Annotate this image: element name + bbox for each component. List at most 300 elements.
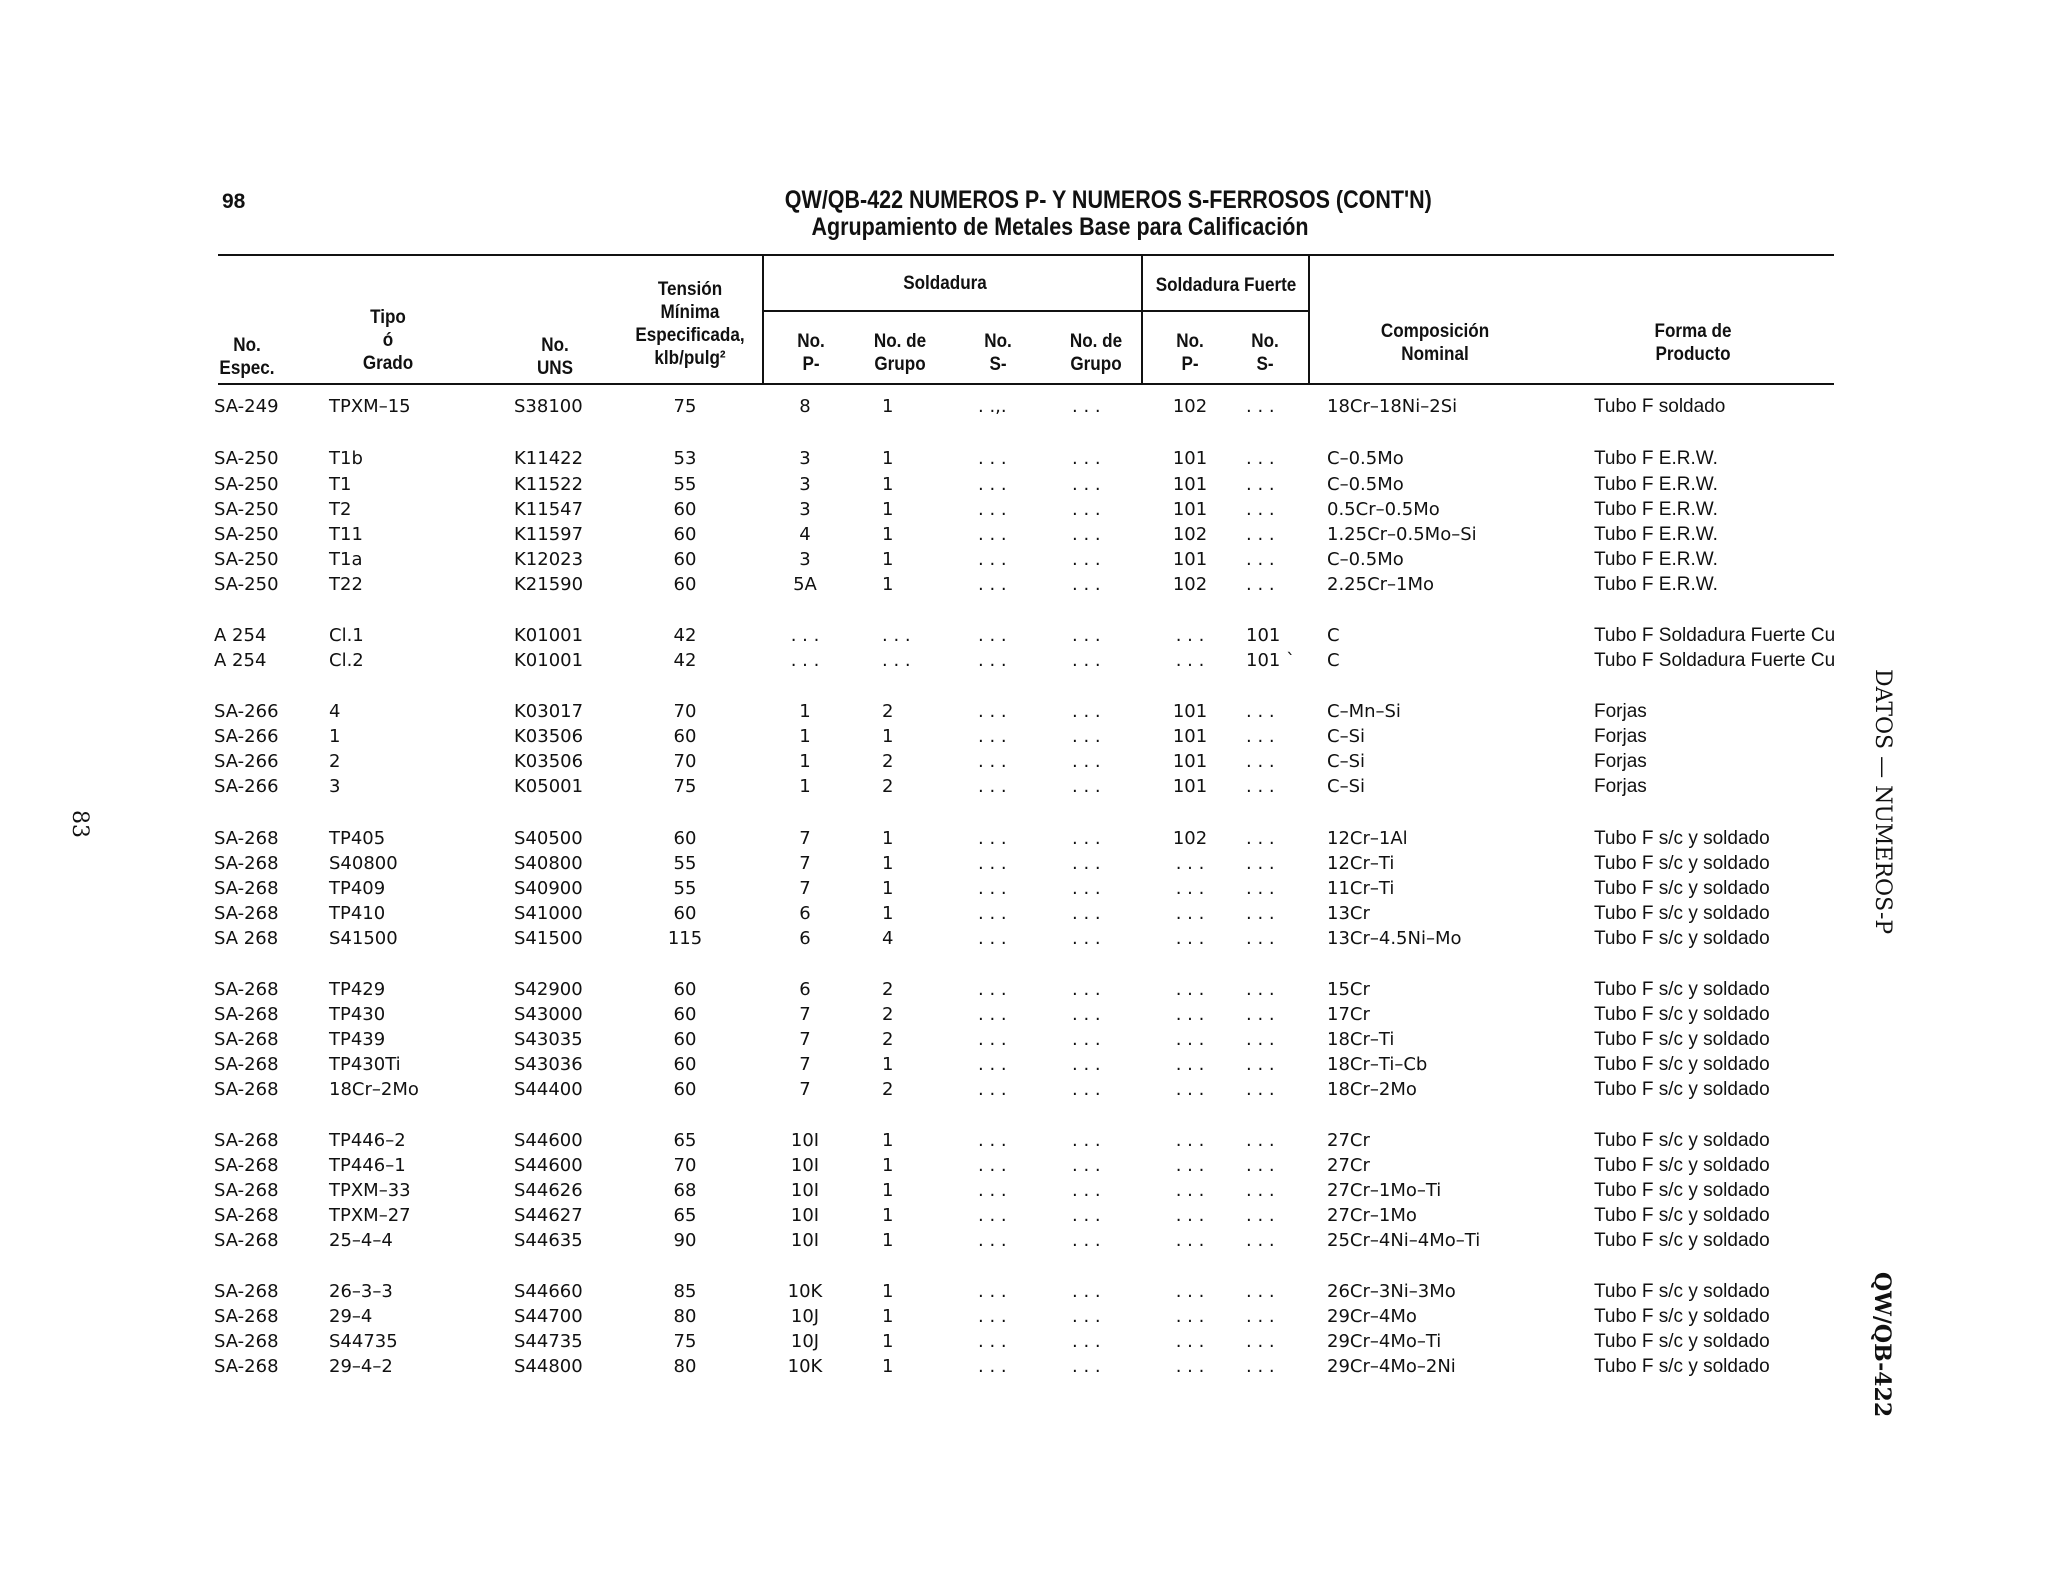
cell-spec: SA-268 — [214, 1230, 279, 1251]
cell-bs: . . . — [1246, 1205, 1275, 1226]
cell-p: 10K — [787, 1281, 823, 1302]
cell-grp: 1 — [882, 1180, 894, 1201]
cell-comp: C–Si — [1327, 751, 1365, 772]
cell-spec: SA-268 — [214, 853, 279, 874]
cell-bs: . . . — [1246, 928, 1275, 949]
cell-tensile: 60 — [673, 1029, 697, 1050]
cell-p: 7 — [799, 1054, 811, 1075]
cell-bp: 101 — [1172, 499, 1208, 520]
cell-tensile: 70 — [673, 1155, 697, 1176]
cell-bp: . . . — [1175, 1155, 1205, 1176]
table-row — [0, 1180, 1840, 1204]
cell-bp: . . . — [1175, 1130, 1205, 1151]
cell-s: . . . — [978, 574, 1007, 595]
cell-p: 6 — [799, 979, 811, 1000]
cell-uns: S42900 — [514, 979, 583, 1000]
cell-comp: 27Cr — [1327, 1155, 1370, 1176]
cell-grade: T2 — [329, 499, 352, 520]
table-row — [0, 1331, 1840, 1355]
cell-sgrp: . . . — [1072, 574, 1101, 595]
cell-spec: SA-266 — [214, 776, 279, 797]
cell-form: Tubo F s/c y soldado — [1594, 1130, 1770, 1151]
cell-spec: SA-268 — [214, 878, 279, 899]
cell-comp: 18Cr–Ti — [1327, 1029, 1395, 1050]
table-row — [0, 574, 1840, 598]
cell-bp: 101 — [1172, 474, 1208, 495]
soldadura-subrule — [764, 310, 1310, 312]
cell-s: . . . — [978, 1180, 1007, 1201]
cell-comp: 25Cr–4Ni–4Mo–Ti — [1327, 1230, 1481, 1251]
table-row — [0, 1155, 1840, 1179]
cell-bs: . . . — [1246, 1079, 1275, 1100]
cell-bs: . . . — [1246, 701, 1275, 722]
cell-spec: SA-268 — [214, 1004, 279, 1025]
cell-s: . . . — [978, 726, 1007, 747]
cell-bp: . . . — [1175, 928, 1205, 949]
cell-p: . . . — [790, 625, 820, 646]
cell-s: . . . — [978, 650, 1007, 671]
cell-s: . . . — [978, 1029, 1007, 1050]
header-s-group-no: No. de Grupo — [1069, 331, 1123, 375]
cell-sgrp: . . . — [1072, 1079, 1101, 1100]
cell-uns: K11522 — [514, 474, 584, 495]
table-row — [0, 928, 1840, 952]
cell-spec: SA-266 — [214, 751, 279, 772]
table-row — [0, 549, 1840, 573]
cell-grade: 26–3–3 — [329, 1281, 393, 1302]
cell-bs: . . . — [1246, 574, 1275, 595]
table-title: QW/QB-422 NUMEROS P- Y NUMEROS S-FERROSOS (CONT'N) — [784, 186, 1432, 214]
cell-p: 10I — [790, 1205, 820, 1226]
cell-p: 10I — [790, 1155, 820, 1176]
cell-form: Tubo F s/c y soldado — [1594, 828, 1770, 849]
cell-tensile: 80 — [673, 1306, 697, 1327]
cell-p: 6 — [799, 903, 811, 924]
cell-bs: . . . — [1246, 979, 1275, 1000]
cell-s: . . . — [978, 499, 1007, 520]
cell-uns: S44627 — [514, 1205, 583, 1226]
cell-comp: 12Cr–Ti — [1327, 853, 1395, 874]
cell-uns: K03506 — [514, 751, 584, 772]
cell-p: 7 — [799, 878, 811, 899]
cell-bs: . . . — [1246, 1155, 1275, 1176]
cell-bp: . . . — [1175, 1356, 1205, 1377]
cell-tensile: 55 — [673, 853, 697, 874]
cell-sgrp: . . . — [1072, 1331, 1101, 1352]
cell-form: Tubo F s/c y soldado — [1594, 928, 1770, 949]
cell-comp: 27Cr — [1327, 1130, 1370, 1151]
cell-grade: TPXM–15 — [329, 396, 411, 417]
table-row — [0, 1029, 1840, 1053]
cell-grp: 1 — [882, 853, 894, 874]
cell-comp: 18Cr–2Mo — [1327, 1079, 1417, 1100]
cell-grade: S40800 — [329, 853, 398, 874]
cell-bp: 101 — [1172, 549, 1208, 570]
cell-s: . . . — [978, 448, 1007, 469]
header-brazing-s: No. S- — [1251, 331, 1279, 375]
cell-bs: . . . — [1246, 1356, 1275, 1377]
cell-uns: S44600 — [514, 1130, 583, 1151]
cell-tensile: 75 — [673, 1331, 697, 1352]
cell-s: . . . — [978, 1079, 1007, 1100]
cell-p: 3 — [799, 448, 811, 469]
cell-sgrp: . . . — [1072, 979, 1101, 1000]
cell-p: . . . — [790, 650, 820, 671]
cell-grp: 1 — [882, 1356, 894, 1377]
cell-form: Tubo F s/c y soldado — [1594, 1029, 1770, 1050]
cell-bp: 101 — [1172, 751, 1208, 772]
cell-bs: . . . — [1246, 1130, 1275, 1151]
cell-sgrp: . . . — [1072, 1155, 1101, 1176]
cell-sgrp: . . . — [1072, 903, 1101, 924]
cell-uns: K05001 — [514, 776, 584, 797]
cell-p: 6 — [799, 928, 811, 949]
cell-sgrp: . . . — [1072, 499, 1101, 520]
cell-grade: TPXM–33 — [329, 1180, 411, 1201]
cell-form: Tubo F s/c y soldado — [1594, 1004, 1770, 1025]
cell-tensile: 85 — [673, 1281, 697, 1302]
cell-form: Tubo F s/c y soldado — [1594, 1356, 1770, 1377]
table-row — [0, 625, 1840, 649]
cell-grp: 4 — [882, 928, 894, 949]
cell-comp: C–Si — [1327, 776, 1365, 797]
cell-bs: . . . — [1246, 524, 1275, 545]
cell-comp: 27Cr–1Mo — [1327, 1205, 1417, 1226]
cell-sgrp: . . . — [1072, 726, 1101, 747]
cell-bs: 101 ` — [1246, 650, 1296, 671]
cell-bp: . . . — [1175, 1029, 1205, 1050]
cell-sgrp: . . . — [1072, 1054, 1101, 1075]
cell-sgrp: . . . — [1072, 448, 1101, 469]
cell-comp: C–Si — [1327, 726, 1365, 747]
cell-grade: TP446–2 — [329, 1130, 406, 1151]
cell-bp: . . . — [1175, 979, 1205, 1000]
cell-comp: 17Cr — [1327, 1004, 1370, 1025]
cell-form: Tubo F s/c y soldado — [1594, 1079, 1770, 1100]
cell-comp: 29Cr–4Mo–2Ni — [1327, 1356, 1456, 1377]
cell-tensile: 68 — [673, 1180, 697, 1201]
cell-uns: K11547 — [514, 499, 584, 520]
cell-uns: S43035 — [514, 1029, 583, 1050]
cell-sgrp: . . . — [1072, 524, 1101, 545]
cell-grp: 1 — [882, 396, 894, 417]
cell-spec: SA-266 — [214, 701, 279, 722]
cell-spec: SA-249 — [214, 396, 279, 417]
cell-grp: 1 — [882, 574, 894, 595]
cell-s: . . . — [978, 853, 1007, 874]
cell-uns: S44626 — [514, 1180, 583, 1201]
cell-grp: 2 — [882, 776, 894, 797]
cell-sgrp: . . . — [1072, 701, 1101, 722]
cell-form: Tubo F E.R.W. — [1594, 574, 1718, 595]
header-p-no: No. P- — [797, 331, 825, 375]
cell-grade: 1 — [329, 726, 341, 747]
cell-s: . . . — [978, 549, 1007, 570]
table-row — [0, 1205, 1840, 1229]
cell-spec: SA-268 — [214, 1029, 279, 1050]
cell-bs: . . . — [1246, 726, 1275, 747]
header-grade: Tipo ó Grado — [362, 307, 414, 374]
table-row — [0, 650, 1840, 674]
cell-grp: 2 — [882, 1079, 894, 1100]
cell-s: . . . — [978, 1054, 1007, 1075]
table-row — [0, 853, 1840, 877]
cell-grade: Cl.2 — [329, 650, 364, 671]
cell-comp: 29Cr–4Mo — [1327, 1306, 1417, 1327]
cell-uns: S40500 — [514, 828, 583, 849]
cell-tensile: 60 — [673, 828, 697, 849]
table-row — [0, 1079, 1840, 1103]
cell-comp: C–0.5Mo — [1327, 448, 1404, 469]
table-row — [0, 751, 1840, 775]
cell-comp: 12Cr–1Al — [1327, 828, 1408, 849]
cell-p: 7 — [799, 1004, 811, 1025]
table-subtitle: Agrupamiento de Metales Base para Calificación — [811, 213, 1309, 241]
cell-bp: . . . — [1175, 1281, 1205, 1302]
cell-spec: SA-250 — [214, 499, 279, 520]
cell-grp: 1 — [882, 1054, 894, 1075]
cell-s: . . . — [978, 1230, 1007, 1251]
cell-grade: TP409 — [329, 878, 386, 899]
cell-comp: 18Cr–18Ni–2Si — [1327, 396, 1458, 417]
cell-spec: SA-250 — [214, 474, 279, 495]
cell-p: 10K — [787, 1356, 823, 1377]
table-row — [0, 726, 1840, 750]
cell-bp: . . . — [1175, 1054, 1205, 1075]
cell-bs: . . . — [1246, 878, 1275, 899]
cell-p: 1 — [799, 776, 811, 797]
cell-comp: C — [1327, 625, 1340, 646]
cell-form: Tubo F E.R.W. — [1594, 549, 1718, 570]
table-row — [0, 701, 1840, 725]
cell-uns: S44700 — [514, 1306, 583, 1327]
cell-grp: 1 — [882, 878, 894, 899]
cell-form: Tubo F s/c y soldado — [1594, 903, 1770, 924]
cell-bp: 102 — [1172, 396, 1208, 417]
cell-s: . . . — [978, 776, 1007, 797]
cell-bs: . . . — [1246, 1029, 1275, 1050]
header-tensile: Tensión Mínima Especificada, klb/pulg² — [635, 279, 745, 369]
cell-uns: S44635 — [514, 1230, 583, 1251]
cell-grade: 29–4 — [329, 1306, 373, 1327]
table-row — [0, 776, 1840, 800]
cell-uns: K03506 — [514, 726, 584, 747]
cell-p: 10J — [790, 1331, 820, 1352]
table-row — [0, 903, 1840, 927]
cell-tensile: 75 — [673, 396, 697, 417]
cell-p: 1 — [799, 751, 811, 772]
cell-spec: SA-250 — [214, 574, 279, 595]
cell-sgrp: . . . — [1072, 751, 1101, 772]
cell-spec: SA-268 — [214, 828, 279, 849]
cell-tensile: 60 — [673, 549, 697, 570]
cell-uns: S40800 — [514, 853, 583, 874]
cell-sgrp: . . . — [1072, 1004, 1101, 1025]
cell-sgrp: . . . — [1072, 1180, 1101, 1201]
cell-grp: 2 — [882, 701, 894, 722]
cell-comp: C–0.5Mo — [1327, 474, 1404, 495]
cell-grade: Cl.1 — [329, 625, 364, 646]
table-row — [0, 1306, 1840, 1330]
cell-form: Tubo F s/c y soldado — [1594, 878, 1770, 899]
cell-tensile: 115 — [667, 928, 703, 949]
cell-bp: . . . — [1175, 1180, 1205, 1201]
cell-grade: TP405 — [329, 828, 386, 849]
cell-bp: . . . — [1175, 1205, 1205, 1226]
cell-p: 7 — [799, 828, 811, 849]
cell-form: Tubo F s/c y soldado — [1594, 853, 1770, 874]
cell-uns: K11422 — [514, 448, 584, 469]
cell-grp: 1 — [882, 828, 894, 849]
header-divider-3 — [1308, 255, 1310, 384]
cell-grade: 3 — [329, 776, 341, 797]
cell-tensile: 60 — [673, 1004, 697, 1025]
cell-spec: A 254 — [214, 650, 267, 671]
cell-grade: TP410 — [329, 903, 386, 924]
header-bottom-rule — [218, 383, 1834, 385]
cell-bp: . . . — [1175, 903, 1205, 924]
cell-uns: K21590 — [514, 574, 584, 595]
cell-grade: TPXM–27 — [329, 1205, 411, 1226]
cell-tensile: 65 — [673, 1130, 697, 1151]
cell-bs: . . . — [1246, 853, 1275, 874]
cell-comp: 11Cr–Ti — [1327, 878, 1395, 899]
cell-comp: C–0.5Mo — [1327, 549, 1404, 570]
cell-form: Tubo F Soldadura Fuerte Cu — [1594, 625, 1836, 646]
cell-grp: 1 — [882, 1281, 894, 1302]
cell-tensile: 60 — [673, 979, 697, 1000]
cell-bs: . . . — [1246, 499, 1275, 520]
cell-uns: K11597 — [514, 524, 584, 545]
cell-s: . . . — [978, 1331, 1007, 1352]
cell-comp: 2.25Cr–1Mo — [1327, 574, 1435, 595]
cell-s: . . . — [978, 903, 1007, 924]
cell-tensile: 80 — [673, 1356, 697, 1377]
cell-bs: . . . — [1246, 1230, 1275, 1251]
cell-form: Tubo F s/c y soldado — [1594, 1155, 1770, 1176]
cell-grp: 1 — [882, 1230, 894, 1251]
cell-form: Tubo F E.R.W. — [1594, 474, 1718, 495]
cell-tensile: 42 — [673, 650, 697, 671]
cell-grp: 1 — [882, 524, 894, 545]
cell-bs: . . . — [1246, 448, 1275, 469]
cell-uns: S44660 — [514, 1281, 583, 1302]
cell-tensile: 70 — [673, 751, 697, 772]
header-product-form: Forma de Producto — [1654, 321, 1732, 365]
cell-spec: SA-268 — [214, 1331, 279, 1352]
cell-p: 4 — [799, 524, 811, 545]
cell-bs: . . . — [1246, 776, 1275, 797]
cell-sgrp: . . . — [1072, 549, 1101, 570]
cell-grp: 1 — [882, 1205, 894, 1226]
side-label-section: QW/QB-422 — [1869, 1272, 1895, 1418]
cell-grade: 18Cr–2Mo — [329, 1079, 419, 1100]
cell-p: 1 — [799, 701, 811, 722]
cell-sgrp: . . . — [1072, 776, 1101, 797]
cell-bp: 102 — [1172, 524, 1208, 545]
cell-p: 5A — [793, 574, 817, 595]
cell-tensile: 90 — [673, 1230, 697, 1251]
cell-sgrp: . . . — [1072, 1306, 1101, 1327]
cell-sgrp: . . . — [1072, 928, 1101, 949]
cell-form: Tubo F soldado — [1594, 396, 1726, 417]
table-row — [0, 1130, 1840, 1154]
side-page-number: 83 — [67, 810, 92, 838]
cell-bp: . . . — [1175, 625, 1205, 646]
cell-comp: C — [1327, 650, 1340, 671]
cell-s: . . . — [978, 1281, 1007, 1302]
header-divider-1 — [762, 255, 764, 384]
header-s-no: No. S- — [984, 331, 1012, 375]
cell-comp: 29Cr–4Mo–Ti — [1327, 1331, 1442, 1352]
cell-form: Tubo F s/c y soldado — [1594, 1180, 1770, 1201]
cell-tensile: 60 — [673, 574, 697, 595]
cell-grp: . . . — [882, 625, 911, 646]
cell-spec: SA-250 — [214, 448, 279, 469]
cell-form: Tubo F s/c y soldado — [1594, 1230, 1770, 1251]
cell-bs: 101 — [1246, 625, 1281, 646]
header-group-no: No. de Grupo — [873, 331, 927, 375]
cell-spec: SA-268 — [214, 1155, 279, 1176]
table-row — [0, 474, 1840, 498]
cell-comp: 0.5Cr–0.5Mo — [1327, 499, 1440, 520]
table-row — [0, 396, 1840, 420]
cell-bp: . . . — [1175, 1306, 1205, 1327]
cell-bs: . . . — [1246, 1331, 1275, 1352]
cell-spec: SA-250 — [214, 549, 279, 570]
cell-uns: S41500 — [514, 928, 583, 949]
cell-grp: 1 — [882, 1331, 894, 1352]
cell-grp: 1 — [882, 549, 894, 570]
cell-bp: 102 — [1172, 574, 1208, 595]
cell-form: Tubo F s/c y soldado — [1594, 1205, 1770, 1226]
cell-uns: K01001 — [514, 625, 584, 646]
cell-s: . . . — [978, 1004, 1007, 1025]
header-welding-group: Soldadura — [903, 273, 987, 294]
cell-grade: T1 — [329, 474, 352, 495]
cell-s: . . . — [978, 1306, 1007, 1327]
cell-bs: . . . — [1246, 1054, 1275, 1075]
cell-s: . . . — [978, 474, 1007, 495]
cell-spec: SA-268 — [214, 903, 279, 924]
cell-grade: 2 — [329, 751, 341, 772]
table-row — [0, 448, 1840, 472]
cell-spec: SA-268 — [214, 1079, 279, 1100]
cell-tensile: 55 — [673, 474, 697, 495]
cell-form: Tubo F s/c y soldado — [1594, 1054, 1770, 1075]
cell-form: Forjas — [1594, 701, 1647, 722]
cell-bp: 102 — [1172, 828, 1208, 849]
table-row — [0, 524, 1840, 548]
cell-p: 3 — [799, 499, 811, 520]
cell-p: 8 — [799, 396, 811, 417]
cell-p: 10I — [790, 1130, 820, 1151]
cell-p: 7 — [799, 1079, 811, 1100]
header-divider-2 — [1141, 255, 1143, 384]
cell-grp: . . . — [882, 650, 911, 671]
table-row — [0, 828, 1840, 852]
cell-grp: 2 — [882, 751, 894, 772]
cell-tensile: 60 — [673, 1054, 697, 1075]
cell-sgrp: . . . — [1072, 625, 1101, 646]
cell-tensile: 75 — [673, 776, 697, 797]
cell-sgrp: . . . — [1072, 878, 1101, 899]
cell-tensile: 70 — [673, 701, 697, 722]
cell-grade: TP429 — [329, 979, 386, 1000]
cell-s: . . . — [978, 701, 1007, 722]
cell-grade: TP439 — [329, 1029, 386, 1050]
cell-bp: 101 — [1172, 701, 1208, 722]
